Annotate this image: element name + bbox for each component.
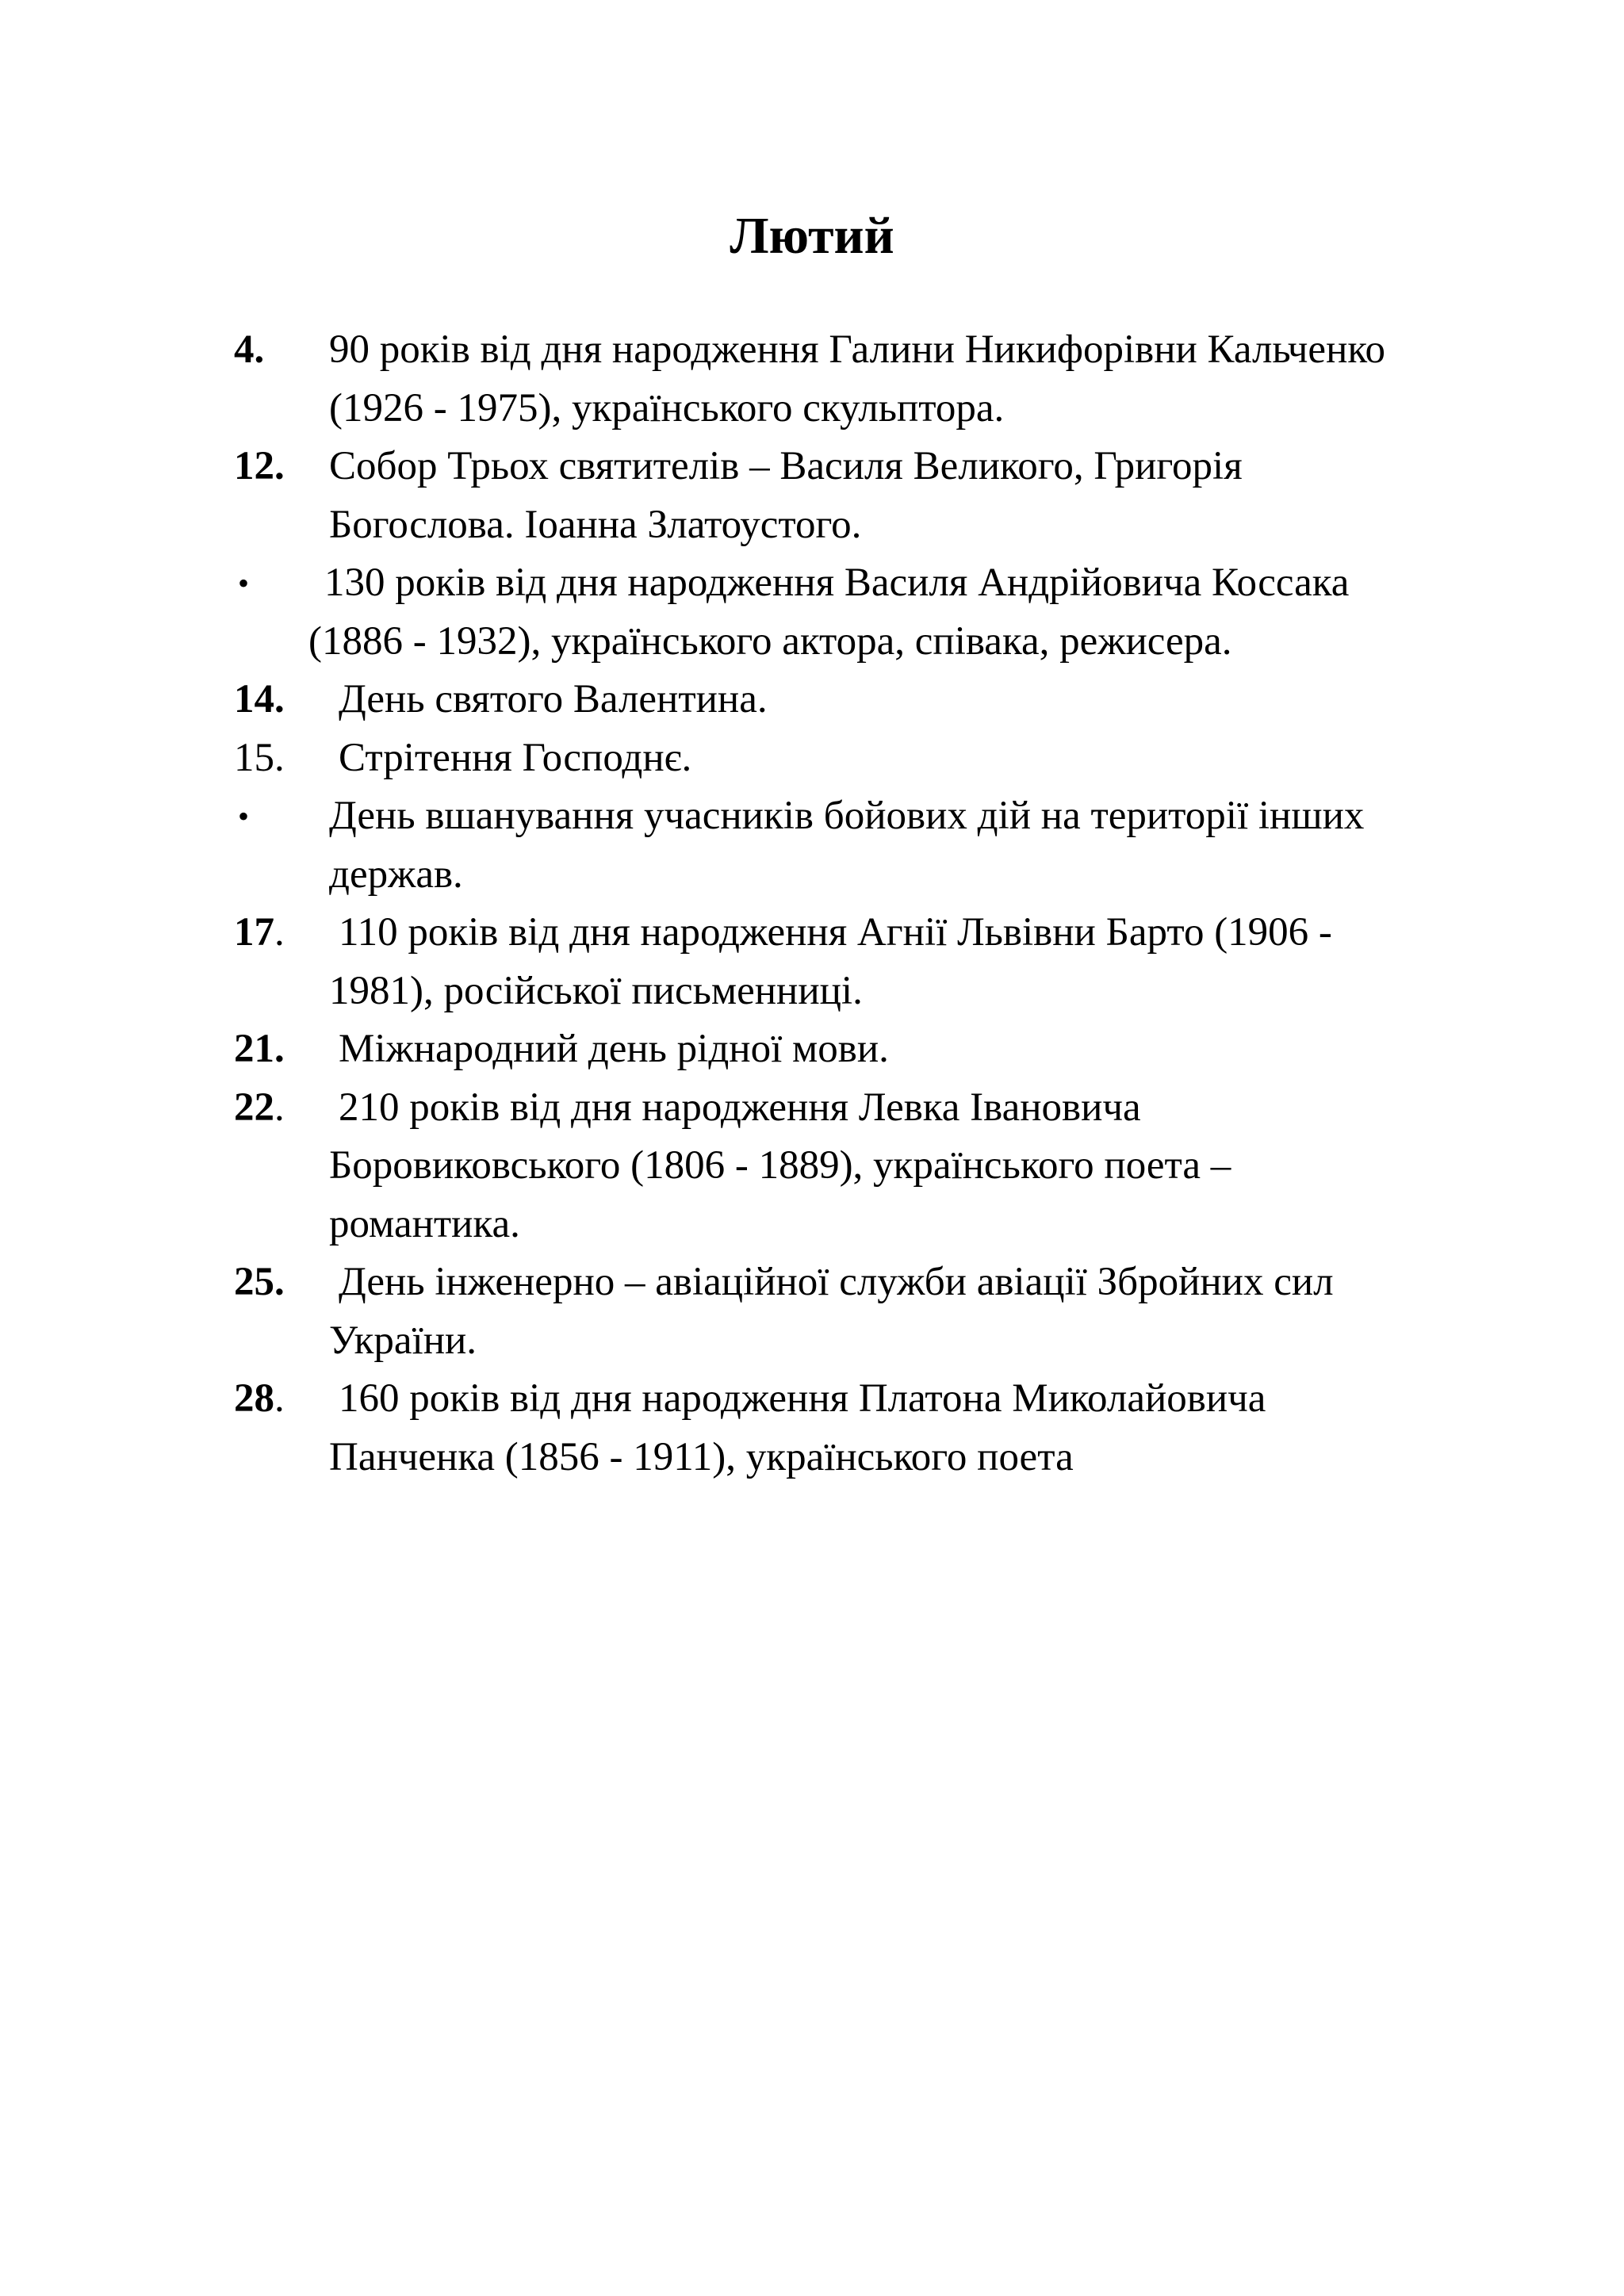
entry-line: 110 років від дня народження Агнії Львівни Барто (1906 - (339, 910, 1332, 955)
date-period: . (274, 910, 285, 955)
entry-text (329, 787, 1519, 904)
entry-line: (1926 - 1975), українського скульптора. (329, 385, 1005, 430)
bullet-icon: • (238, 798, 250, 834)
list-item (0, 1020, 1624, 1079)
entry-line: Стрітення Господнє. (339, 735, 692, 780)
list-item (0, 729, 1624, 788)
entry-text (329, 321, 1519, 438)
list-item (0, 438, 1624, 554)
list-item (0, 1370, 1624, 1487)
date-marker: 12. (234, 444, 285, 488)
entry-line: Собор Трьох святителів – Василя Великого, Григорія (329, 444, 1243, 488)
entry-line: Панченка (1856 - 1911), українського поета (329, 1434, 1074, 1479)
entry-text (329, 1020, 1519, 1079)
entry-line: України. (329, 1318, 477, 1363)
date-marker: 25. (234, 1260, 285, 1304)
entry-line: романтика. (329, 1201, 520, 1246)
date-marker (234, 1079, 285, 1138)
entry-line: Богослова. Іоанна Златоустого. (329, 502, 862, 547)
entry-text (329, 1370, 1519, 1487)
entry-line: 90 років від дня народження Галини Никифорівни Кальченко (329, 327, 1386, 372)
list-item (0, 1253, 1624, 1370)
bullet-icon: • (238, 565, 250, 601)
date-number: 28 (234, 1376, 274, 1421)
entry-text (329, 1079, 1519, 1254)
entry-line: 1981), російської письменниці. (329, 968, 863, 1013)
entry-line: (1886 - 1932), українського актора, співака, режисера. (308, 618, 1232, 664)
date-marker (234, 904, 285, 962)
entry-text (329, 1253, 1519, 1370)
date-marker: 4. (234, 327, 265, 372)
entry-line: День інженерно – авіаційної служби авіації Збройних сил (339, 1260, 1334, 1304)
entry-text (329, 438, 1519, 554)
entry-text (329, 671, 1519, 729)
entry-line: 160 років від дня народження Платона Миколайовича (339, 1376, 1266, 1421)
entry-line: День святого Валентина. (339, 677, 768, 721)
date-marker: 14. (234, 677, 285, 721)
entry-text (308, 554, 1519, 671)
entry-text (329, 729, 1519, 788)
date-period: . (274, 1085, 285, 1130)
entry-line: 130 років від дня народження Василя Андрійовича Коссака (324, 561, 1350, 605)
entry-line: держав. (329, 851, 463, 897)
list-item (0, 321, 1624, 438)
date-marker: 21. (234, 1027, 285, 1071)
entry-line: Боровиковського (1806 - 1889), українського поета – (329, 1143, 1231, 1188)
date-number: 17 (234, 910, 274, 955)
list-item (0, 787, 1624, 904)
list-item (0, 904, 1624, 1020)
event-list (0, 321, 1624, 1487)
entry-text (329, 904, 1519, 1020)
list-item (0, 1079, 1624, 1254)
entry-line: Міжнародний день рідної мови. (339, 1027, 889, 1071)
date-period: . (274, 1376, 285, 1421)
list-item (0, 671, 1624, 729)
entry-line: 210 років від дня народження Левка Івановича (339, 1085, 1141, 1130)
entry-line: День вшанування учасників бойових дій на території інших (329, 794, 1365, 838)
date-marker: 15. (234, 735, 285, 780)
date-marker (234, 1370, 285, 1429)
list-item (0, 554, 1624, 671)
date-number: 22 (234, 1085, 274, 1130)
page-title: Лютий (730, 207, 894, 265)
